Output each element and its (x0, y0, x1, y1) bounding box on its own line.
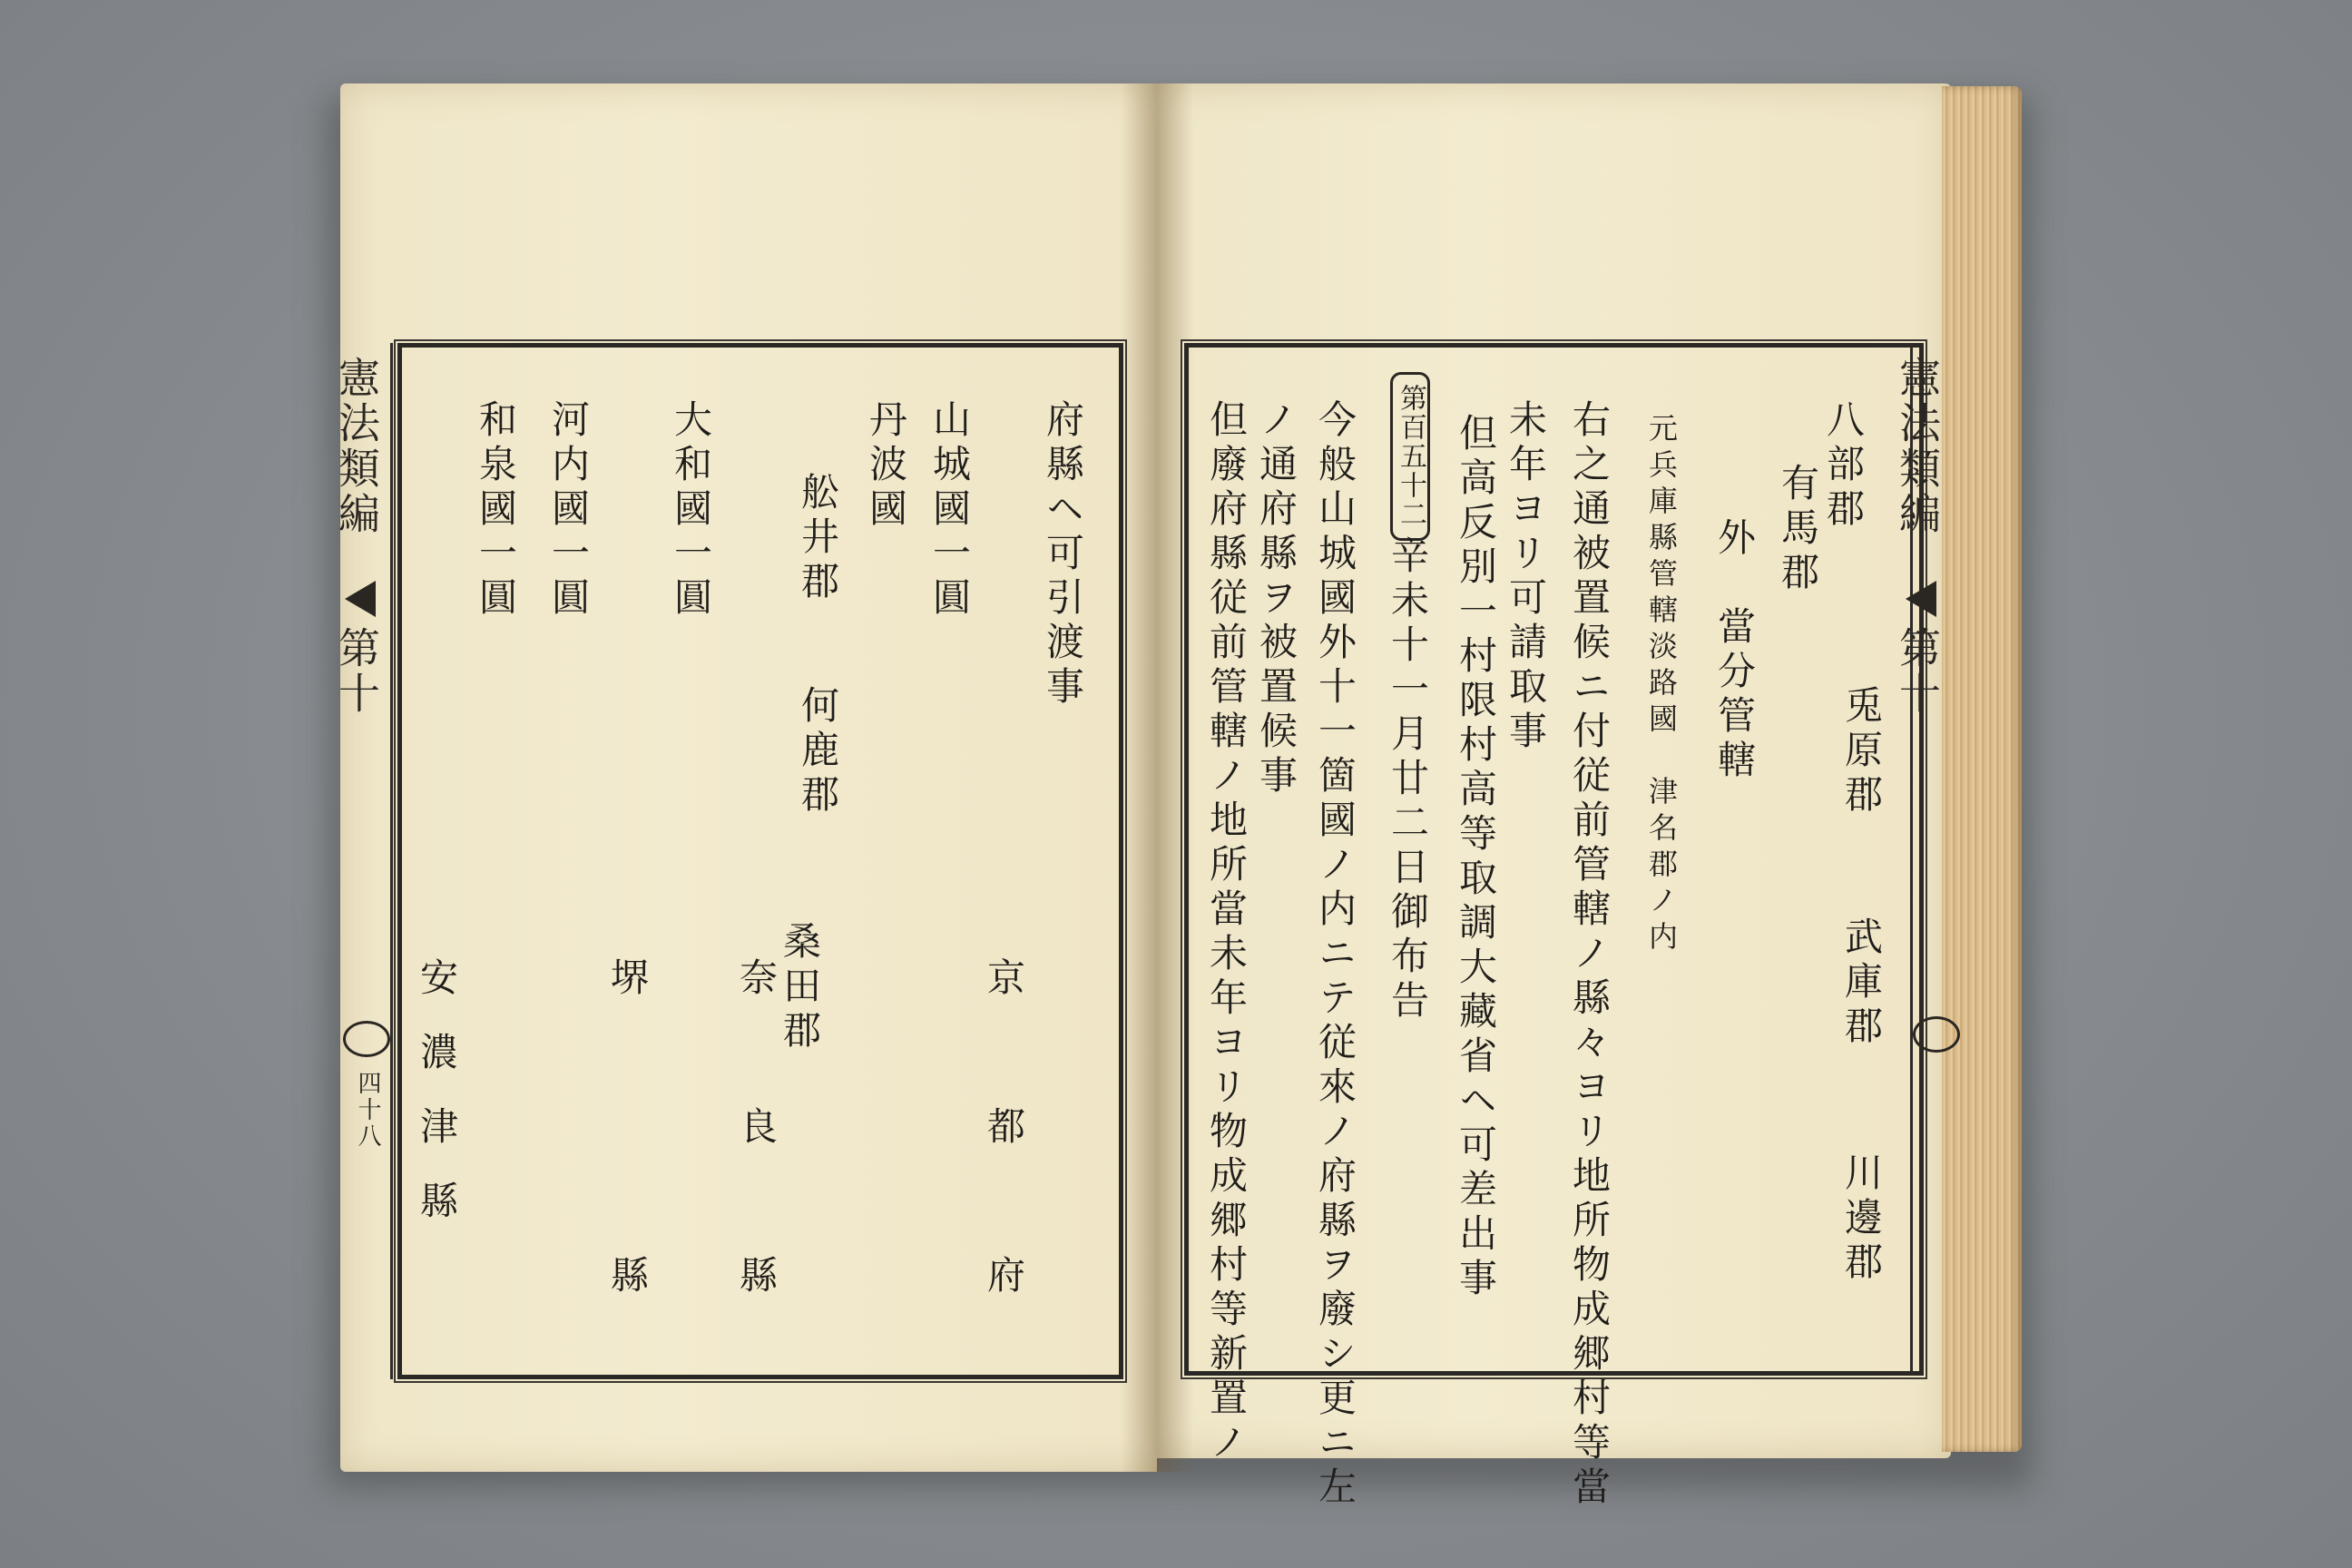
document-number: 第百五十二 (1390, 372, 1430, 541)
right-margin-chapter: 第十 (1893, 626, 1942, 717)
left-margin-line (390, 343, 393, 1379)
district-name: 大和國一圓 (669, 399, 713, 622)
district-name: 和泉國一圓 (474, 399, 518, 622)
district-name: 丹波國 (864, 399, 908, 533)
text-column: 外 當分管轄 (1712, 517, 1757, 784)
date-column: 辛未十一月廿二日御布告 (1386, 535, 1430, 1024)
fish-tail-mark (1906, 581, 1936, 617)
county-name: 有馬郡 (1776, 463, 1820, 596)
text-column: ノ通府縣ヲ被置候事 (1254, 399, 1298, 799)
county-name: 何鹿郡 (796, 685, 840, 818)
left-margin-page: 四十八 (354, 1071, 381, 1150)
office-name: 奈 良 縣 (734, 957, 779, 1329)
county-name: 武庫郡 (1839, 916, 1884, 1050)
office-name: 堺 縣 (605, 957, 650, 1329)
office-name: 京 都 府 (982, 957, 1026, 1329)
text-column: 但廢府縣従前管轄ノ地所當未年ヨリ物成郷村等新置ノ (1204, 399, 1249, 1466)
left-margin-chapter: 第十 (332, 626, 381, 717)
text-column: 元兵庫縣管轄淡路國 津名郡ノ内 (1644, 413, 1679, 957)
county-name: 舩井郡 (796, 472, 840, 605)
right-margin-title: 憲法類編 (1893, 356, 1942, 537)
county-name: 八部郡 (1821, 399, 1866, 533)
county-name: 桑田郡 (778, 921, 822, 1054)
text-column: 但高反別一村限村高等取調大藏省ヘ可差出事 (1454, 413, 1498, 1302)
text-column: 右之通被置候ニ付従前管轄ノ縣々ヨリ地所物成郷村等當 (1567, 399, 1612, 1511)
text-column: 未年ヨリ可請取事 (1504, 399, 1548, 755)
county-name: 兎原郡 (1839, 685, 1884, 818)
ring-mark (343, 1021, 390, 1057)
county-name: 川邊郡 (1839, 1152, 1884, 1286)
page-edges (1942, 86, 2022, 1452)
ring-mark (1913, 1016, 1960, 1053)
book-gutter (1121, 83, 1193, 1472)
district-name: 山城國一圓 (927, 399, 972, 622)
left-margin-title: 憲法類編 (332, 356, 381, 537)
district-name: 河内國一圓 (546, 399, 591, 622)
text-column: 今般山城國外十一箇國ノ内ニテ従來ノ府縣ヲ廢シ更ニ左 (1313, 399, 1357, 1511)
office-name: 安濃津縣 (415, 957, 459, 1255)
left-heading: 府縣ヘ可引渡事 (1041, 399, 1085, 710)
fish-tail-mark (345, 581, 376, 617)
